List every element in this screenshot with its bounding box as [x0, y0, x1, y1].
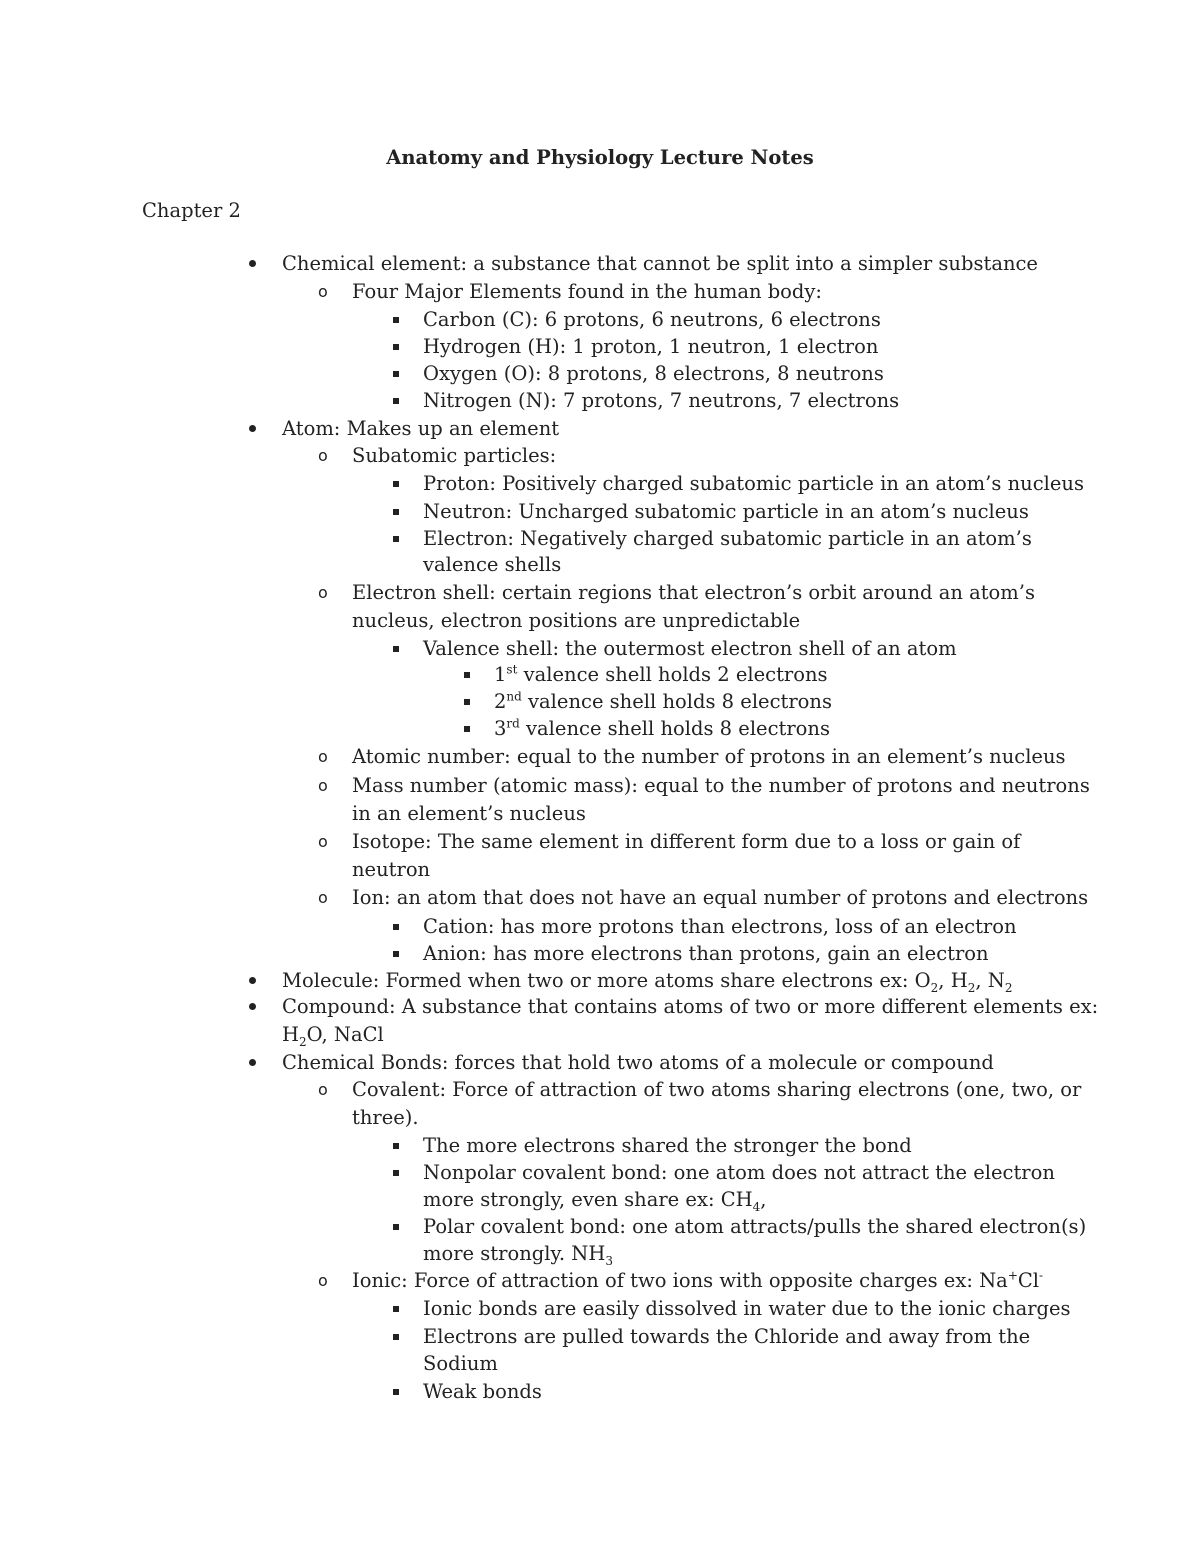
list-item: Weak bonds: [423, 1380, 542, 1403]
list-item: Anion: has more electrons than protons, gain an electron: [423, 942, 989, 965]
continuation: valence shells: [423, 553, 562, 576]
continuation: more strongly, even share ex: $CH_4$,: [423, 1188, 767, 1214]
continuation: more strongly. $NH_3$: [423, 1242, 614, 1268]
list-item: Chemical Bonds: forces that hold two atoms of a molecule or compound: [282, 1051, 994, 1074]
continuation: Sodium: [423, 1352, 498, 1375]
list-item: Valence shell: the outermost electron shell of an atom: [423, 637, 957, 660]
continuation: nucleus, electron positions are unpredictable: [352, 609, 801, 632]
list-item: Chemical element: a substance that cannot be split into a simpler substance: [282, 252, 1038, 275]
continuation: neutron: [352, 858, 431, 881]
list-item: 1st valence shell holds 2 electrons: [494, 662, 828, 686]
list-item: Neutron: Uncharged subatomic particle in an atom’s nucleus: [423, 500, 1029, 523]
continuation: three).: [352, 1106, 419, 1129]
list-item: 3rd valence shell holds 8 electrons: [494, 716, 830, 740]
list-item: o Electron shell: certain regions that electron’s orbit around an atom’s: [352, 580, 1035, 606]
continuation: in an element’s nucleus: [352, 802, 586, 825]
list-item: Nonpolar covalent bond: one atom does not attract the electron: [423, 1161, 1055, 1184]
list-item: Ionic bonds are easily dissolved in water due to the ionic charges: [423, 1297, 1071, 1320]
doc-title: Anatomy and Physiology Lecture Notes: [386, 146, 814, 169]
continuation: $H_2O$, NaCl: [282, 1023, 384, 1049]
list-item: o Covalent: Force of attraction of two atoms sharing electrons (one, two, or: [352, 1077, 1081, 1103]
list-item: The more electrons shared the stronger the bond: [423, 1134, 912, 1157]
list-item: o Ionic: Force of attraction of two ions with opposite charges ex: Na+Cl-: [352, 1268, 1043, 1294]
list-item: Atom: Makes up an element: [282, 417, 560, 440]
list-item: Compound: A substance that contains atoms of two or more different elements ex:: [282, 995, 1099, 1018]
list-item: Polar covalent bond: one atom attracts/pulls the shared electron(s): [423, 1215, 1087, 1238]
list-item: o Subatomic particles:: [352, 443, 556, 469]
list-item: Electron: Negatively charged subatomic particle in an atom’s: [423, 527, 1032, 550]
list-item: Proton: Positively charged subatomic particle in an atom’s nucleus: [423, 472, 1084, 495]
list-item: 2nd valence shell holds 8 electrons: [494, 689, 832, 713]
list-item: Molecule: Formed when two or more atoms share electrons ex: $O_2$, $H_2$, $N_2$: [282, 969, 1013, 995]
list-item: Hydrogen (H): 1 proton, 1 neutron, 1 electron: [423, 335, 879, 358]
list-item: Carbon (C): 6 protons, 6 neutrons, 6 electrons: [423, 308, 881, 331]
list-item: Electrons are pulled towards the Chloride and away from the: [423, 1325, 1031, 1348]
chapter-heading: Chapter 2: [142, 199, 241, 222]
list-item: Oxygen (O): 8 protons, 8 electrons, 8 neutrons: [423, 362, 884, 385]
list-item: o Ion: an atom that does not have an equal number of protons and electrons: [352, 885, 1088, 911]
list-item: o Four Major Elements found in the human body:: [352, 279, 822, 305]
list-item: Nitrogen (N): 7 protons, 7 neutrons, 7 electrons: [423, 389, 900, 412]
list-item: o Isotope: The same element in different form due to a loss or gain of: [352, 829, 1020, 855]
list-item: Cation: has more protons than electrons, loss of an electron: [423, 915, 1017, 938]
list-item: o Atomic number: equal to the number of protons in an element’s nucleus: [352, 744, 1066, 770]
list-item: o Mass number (atomic mass): equal to the number of protons and neutrons: [352, 773, 1090, 799]
